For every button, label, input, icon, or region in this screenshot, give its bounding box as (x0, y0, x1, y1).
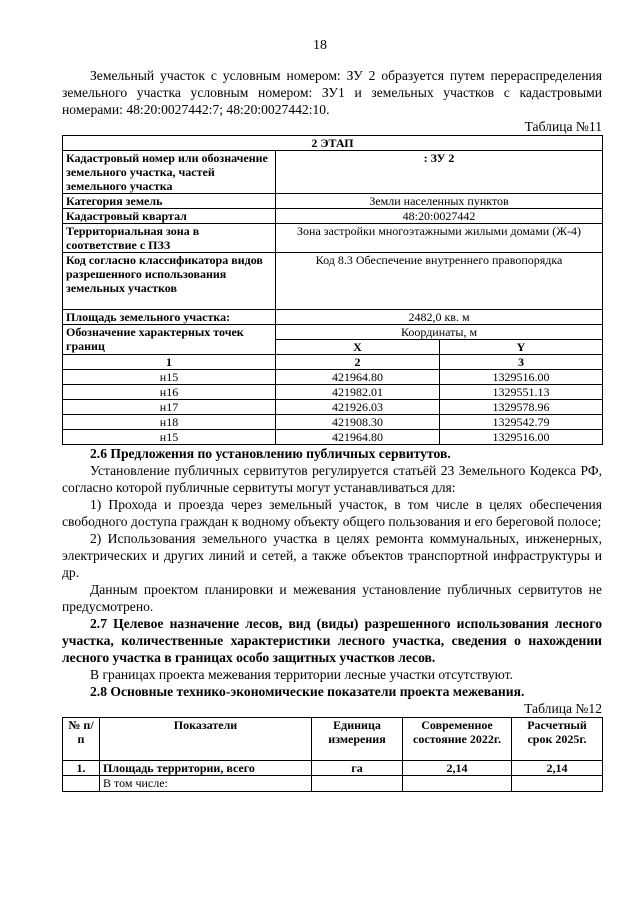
row-value: Код 8.3 Обеспечение внутреннего правопорядка (276, 253, 603, 310)
section-2-6-heading: 2.6 Предложения по установлению публичных сервитутов. (90, 446, 451, 461)
col-header: Единица измерения (312, 718, 403, 761)
row-label: Код согласно классификатора видов разрешенного использования земельных участков (63, 253, 276, 310)
col-header: Показатели (100, 718, 312, 761)
col-number: 1 (63, 355, 276, 370)
table-row (63, 325, 603, 340)
row-value: 48:20:0027442 (276, 209, 603, 224)
row-value: Зона застройки многоэтажными жилыми домами (Ж-4) (276, 224, 603, 253)
point-y: 1329516.00 (440, 370, 603, 385)
table-row (63, 400, 603, 415)
point-name: н17 (63, 400, 276, 415)
row-label: Территориальная зона в соответствие с ПЗЗ (63, 224, 276, 253)
point-name: н15 (63, 370, 276, 385)
section-2-6-paragraph: 1) Прохода и проезда через земельный участок, в том числе в целях обеспечения свободного доступа граждан к водному объекту общего пользования и его береговой полосе; (62, 497, 602, 529)
points-label: Обозначение характерных точек границ (63, 325, 276, 355)
table-row (63, 430, 603, 445)
point-name: н18 (63, 415, 276, 430)
table-row (63, 415, 603, 430)
table-row (63, 355, 603, 370)
table-cell: 1. (63, 761, 100, 776)
row-value: 2482,0 кв. м (276, 310, 603, 325)
section-2-7-paragraph: В границах проекта межевания территории лесные участки отсутствуют. (90, 667, 513, 682)
section-2-8-heading: 2.8 Основные технико-экономические показатели проекта межевания. (90, 684, 525, 699)
table-row (63, 194, 603, 209)
intro-paragraph: Земельный участок с условным номером: ЗУ 2 образуется путем перераспределения земельного участка условным номером: ЗУ1 и земельных участков с кадастровыми номерами: 48:20:0027442:7; 48:20:0027442:10. (62, 68, 602, 117)
section-2-6-paragraph: Установление публичных сервитутов регулируется статьёй 23 Земельного Кодекса РФ, согласно которой публичные сервитуты могут устанавливаться для: (62, 463, 602, 495)
col-header: Современное состояние 2022г. (403, 718, 512, 761)
table-cell (312, 776, 403, 792)
table-cell: В том числе: (100, 776, 312, 792)
col-number: 3 (440, 355, 603, 370)
point-y: 1329551.13 (440, 385, 603, 400)
table-header-row (63, 718, 603, 761)
row-value: : ЗУ 2 (276, 151, 603, 194)
point-x: 421982.01 (276, 385, 440, 400)
table11-caption: Таблица №11 (524, 119, 602, 134)
table-row (63, 761, 603, 776)
page-number: 18 (313, 38, 327, 53)
x-header: X (276, 340, 440, 355)
section-2-7-heading: 2.7 Целевое назначение лесов, вид (виды) разрешенного использования лесного участка, количественные характеристики лесного участка, сведения о нахождении лесного участка в границах особо защитных участков лесов. (62, 616, 602, 665)
col-header: № п/п (63, 718, 100, 761)
table-row (63, 253, 603, 310)
point-x: 421964.80 (276, 430, 440, 445)
table-cell: Площадь территории, всего (100, 761, 312, 776)
point-name: н15 (63, 430, 276, 445)
row-label: Кадастровый квартал (63, 209, 276, 224)
section-2-6-paragraph: Данным проектом планировки и межевания установление публичных сервитутов не предусмотрено. (62, 582, 602, 614)
page-content (62, 67, 602, 792)
row-label: Площадь земельного участка: (63, 310, 276, 325)
point-name: н16 (63, 385, 276, 400)
table12-caption: Таблица №12 (524, 701, 602, 716)
table-cell (403, 776, 512, 792)
table-row (63, 776, 603, 792)
table-cell: 2,14 (512, 761, 603, 776)
table-cell (63, 776, 100, 792)
col-number: 2 (276, 355, 440, 370)
point-y: 1329578.96 (440, 400, 603, 415)
table-cell: 2,14 (403, 761, 512, 776)
row-value: Земли населенных пунктов (276, 194, 603, 209)
table-cell (512, 776, 603, 792)
table-row (63, 209, 603, 224)
y-header: Y (440, 340, 603, 355)
col-header: Расчетный срок 2025г. (512, 718, 603, 761)
point-y: 1329542.79 (440, 415, 603, 430)
stage-header: 2 ЭТАП (63, 136, 603, 151)
row-label: Кадастровый номер или обозначение земельного участка, частей земельного участка (63, 151, 276, 194)
table-row (63, 151, 603, 194)
table-row (63, 385, 603, 400)
point-y: 1329516.00 (440, 430, 603, 445)
point-x: 421908.30 (276, 415, 440, 430)
point-x: 421964.80 (276, 370, 440, 385)
table-row (63, 370, 603, 385)
table11 (62, 135, 603, 445)
section-2-6-paragraph: 2) Использования земельного участка в целях ремонта коммунальных, инженерных, электрических и других линий и сетей, а также объектов транспортной инфраструктуры и др. (62, 531, 602, 580)
table-row (63, 224, 603, 253)
table-cell: га (312, 761, 403, 776)
table-row (63, 310, 603, 325)
coords-label: Координаты, м (276, 325, 603, 340)
point-x: 421926.03 (276, 400, 440, 415)
table12 (62, 717, 603, 792)
row-label: Категория земель (63, 194, 276, 209)
